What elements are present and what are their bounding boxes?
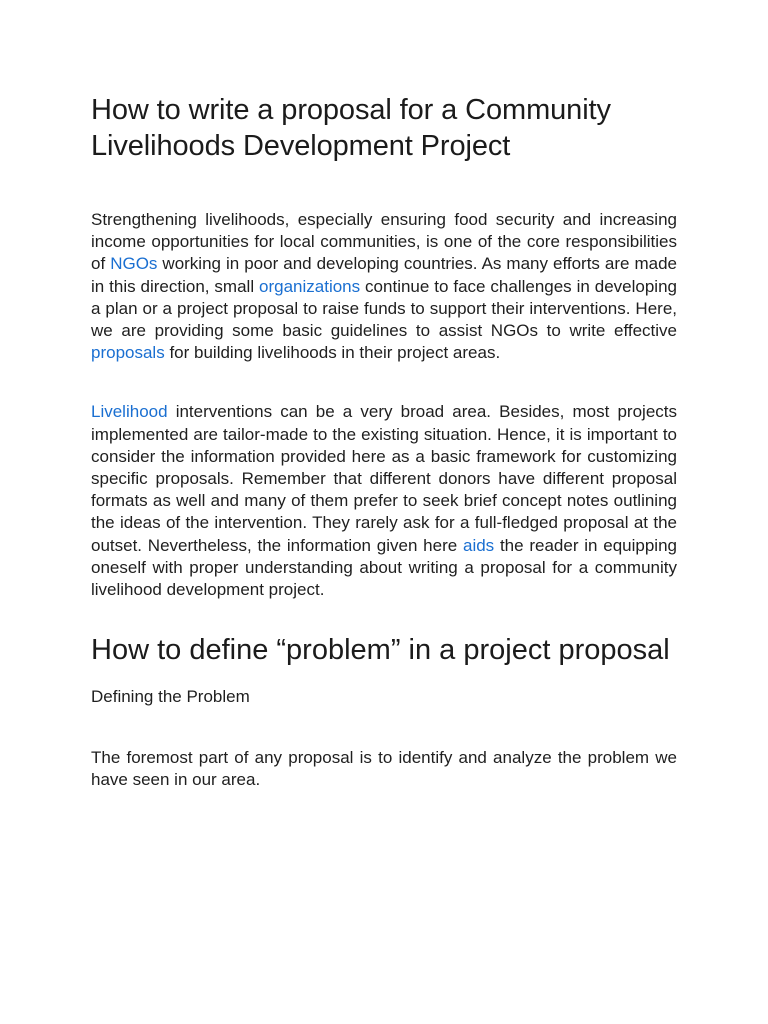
- problem-paragraph: The foremost part of any proposal is to identify and analyze the problem we have seen in our area.: [91, 748, 677, 790]
- ngos-link[interactable]: NGOs: [110, 254, 158, 274]
- intro-text-3: continue to face challenges in developing a plan or a project proposal to raise funds to support their interventions. Here, we are providing some basic guidelines to assist NGOs to write effective: [91, 276, 677, 341]
- page-title: How to write a proposal for a Community Livelihoods Development Project: [91, 94, 611, 162]
- intro-paragraph: [91, 209, 677, 364]
- organizations-link[interactable]: organizations: [259, 276, 361, 296]
- section-heading: How to define “problem” in a project proposal: [91, 634, 670, 667]
- proposals-link[interactable]: proposals: [91, 343, 165, 363]
- intro-text-1: Strengthening livelihoods, especially ensuring food security and increasing income opportunities for local communities, is one of the core responsibilities of: [91, 210, 677, 274]
- livelihood-paragraph: [91, 401, 677, 601]
- section-subheading: Defining the Problem: [91, 687, 250, 707]
- livelihood-text-2: the reader in equipping oneself with proper understanding about writing a proposal for a community livelihood development project.: [91, 535, 677, 600]
- intro-text-2: working in poor and developing countries. As many efforts are made in this direction, small: [91, 254, 678, 296]
- livelihood-text-1: interventions can be a very broad area. Besides, most projects implemented are tailor-made to the existing situation. Hence, it is important to consider the information provided here as a basic framework for customizing specific proposals. Remember that different donors have different proposal formats as well and many of them prefer to seek brief concept notes outlining the ideas of the intervention. They rarely ask for a full-fledged proposal at the outset. Nevertheless, the information given here: [91, 402, 677, 555]
- aids-link[interactable]: aids: [462, 535, 495, 555]
- intro-text-4: for building livelihoods in their project areas.: [164, 343, 501, 363]
- article-body: [91, 92, 677, 792]
- livelihood-link[interactable]: Livelihood: [91, 402, 168, 422]
